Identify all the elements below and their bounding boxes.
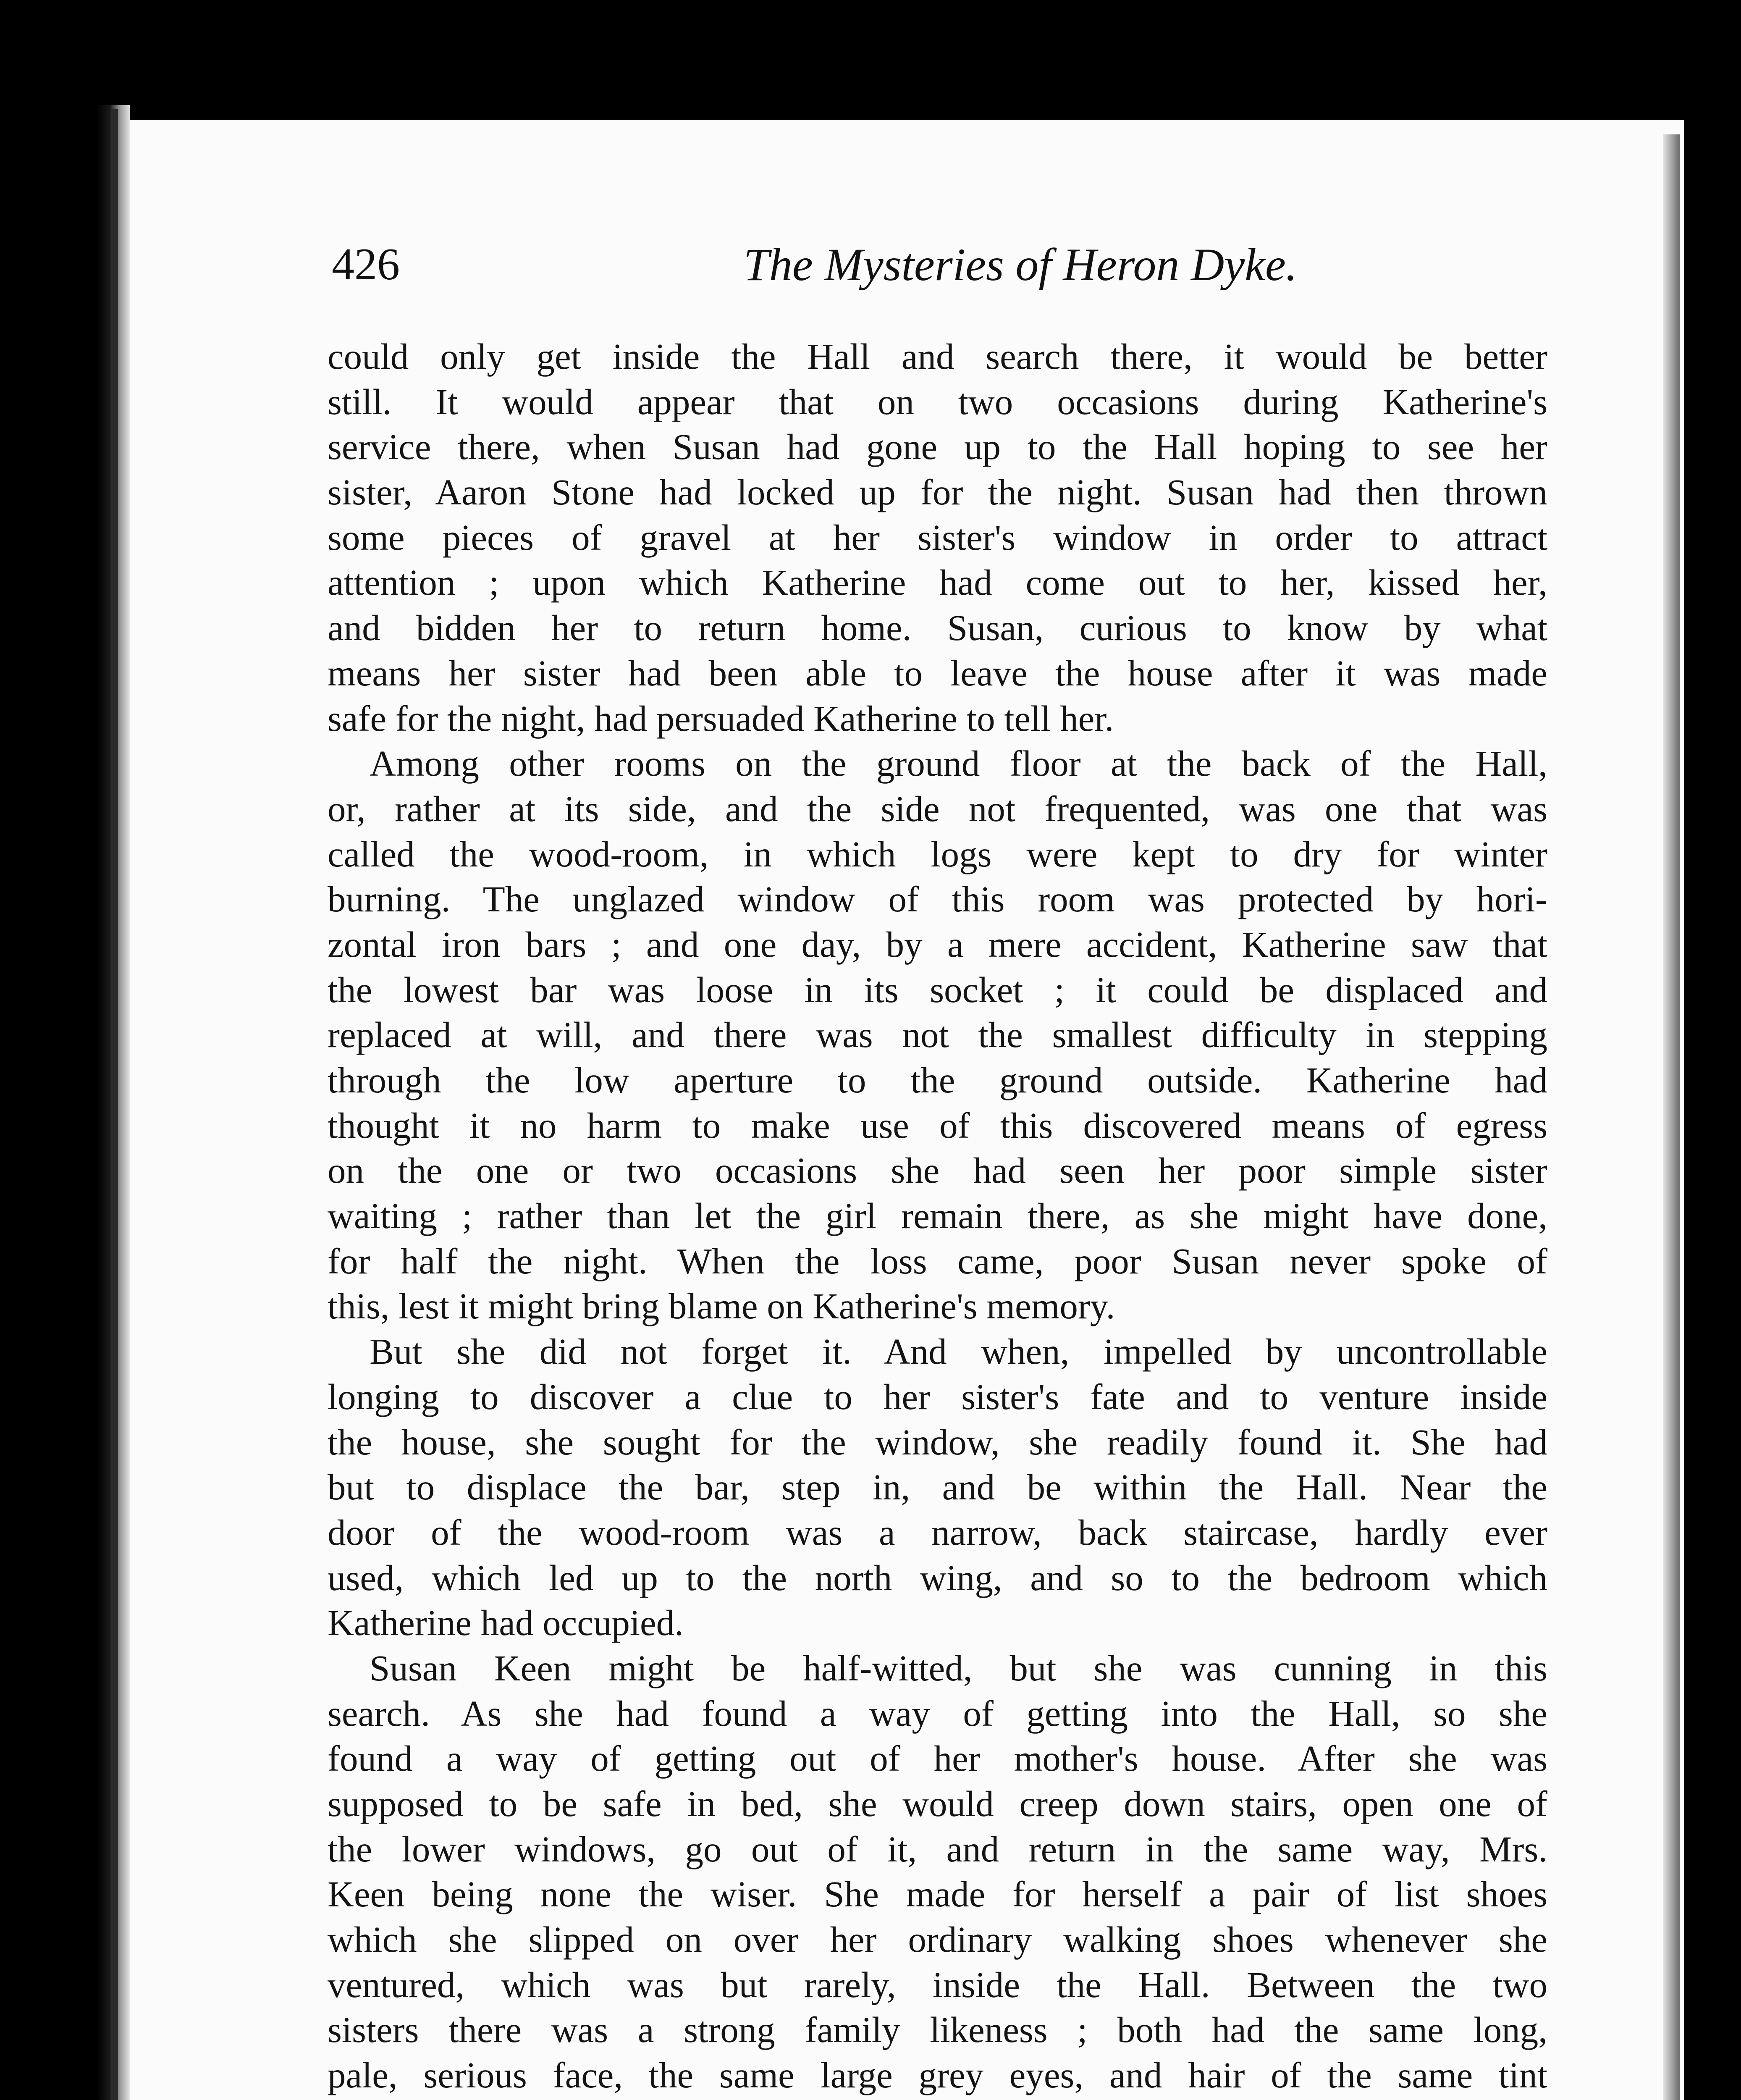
text-line: attention ; upon which Katherine had come out to her, kissed her, [328, 562, 1547, 603]
running-title: The Mysteries of Heron Dyke. [743, 239, 1298, 290]
text-line: search. As she had found a way of getting into the Hall, so she [328, 1693, 1547, 1734]
text-line: means her sister had been able to leave the house after it was made [328, 652, 1547, 693]
page-edge-shadow [1663, 134, 1680, 2100]
book-spine-edge [111, 109, 118, 2100]
text-line: still. It would appear that on two occasions during Katherine's [328, 381, 1547, 422]
running-head [332, 235, 1558, 294]
text-line: supposed to be safe in bed, she would creep down stairs, open one of [328, 1783, 1547, 1824]
text-line: could only get inside the Hall and search there, it would be better [328, 336, 1547, 377]
text-line: thought it no harm to make use of this discovered means of egress [328, 1105, 1547, 1146]
text-line: Katherine had occupied. [328, 1602, 684, 1643]
text-line: the house, she sought for the window, she readily found it. She had [328, 1421, 1547, 1462]
text-line: through the low aperture to the ground outside. Katherine had [328, 1060, 1547, 1100]
text-line: Keen being none the wiser. She made for herself a pair of list shoes [328, 1874, 1547, 1915]
text-line: burning. The unglazed window of this room was protected by hori- [328, 879, 1547, 920]
text-line: longing to discover a clue to her sister's fate and to venture inside [328, 1376, 1547, 1417]
text-line: found a way of getting out of her mother's house. After she was [328, 1738, 1547, 1779]
text-line [328, 2098, 1547, 2100]
text-line: used, which led up to the north wing, and so to the bedroom which [328, 1557, 1547, 1598]
text-line: service there, when Susan had gone up to the Hall hoping to see her [328, 426, 1547, 467]
text-line: but to displace the bar, step in, and be within the Hall. Near the [328, 1467, 1547, 1508]
text-line: replaced at will, and there was not the smallest difficulty in stepping [328, 1014, 1547, 1055]
text-line: sisters there was a strong family likeness ; both had the same long, [328, 2009, 1547, 2050]
text-line: Among other rooms on the ground floor at the back of the Hall, [370, 743, 1547, 784]
text-line: safe for the night, had persuaded Katherine to tell her. [328, 698, 1114, 739]
text-line: which she slipped on over her ordinary walking shoes whenever she [328, 1919, 1547, 1960]
text-line: Susan Keen might be half-witted, but she was cunning in this [370, 1647, 1547, 1688]
text-line: the lowest bar was loose in its socket ; it could be displaced and [328, 969, 1547, 1010]
text-line: ventured, which was but rarely, inside the Hall. Between the two [328, 1964, 1547, 2005]
text-line: pale, serious face, the same large grey eyes, and hair of the same tint [328, 2055, 1547, 2096]
body-text [328, 334, 1547, 2100]
text-line: But she did not forget it. And when, impelled by uncontrollable [370, 1331, 1547, 1372]
text-line: waiting ; rather than let the girl remain there, as she might have done, [328, 1195, 1547, 1236]
text-line: this, lest it might bring blame on Katherine's memory. [328, 1286, 1115, 1327]
text-line: on the one or two occasions she had seen her poor simple sister [328, 1150, 1547, 1191]
text-line: or, rather at its side, and the side not frequented, was one that was [328, 788, 1547, 829]
text-line: for half the night. When the loss came, poor Susan never spoke of [328, 1240, 1547, 1281]
text-line: some pieces of gravel at her sister's window in order to attract [328, 517, 1547, 558]
text-line: the lower windows, go out of it, and return in the same way, Mrs. [328, 1828, 1547, 1869]
text-line: sister, Aaron Stone had locked up for the night. Susan had then thrown [328, 472, 1547, 513]
text-line: door of the wood-room was a narrow, back staircase, hardly ever [328, 1512, 1547, 1553]
scan-border-right [1684, 120, 1709, 2100]
text-line: called the wood-room, in which logs were kept to dry for winter [328, 833, 1547, 874]
text-line: zontal iron bars ; and one day, by a mere accident, Katherine saw that [328, 924, 1547, 965]
text-line: and bidden her to return home. Susan, curious to know by what [328, 607, 1547, 648]
page-number: 426 [332, 239, 400, 289]
